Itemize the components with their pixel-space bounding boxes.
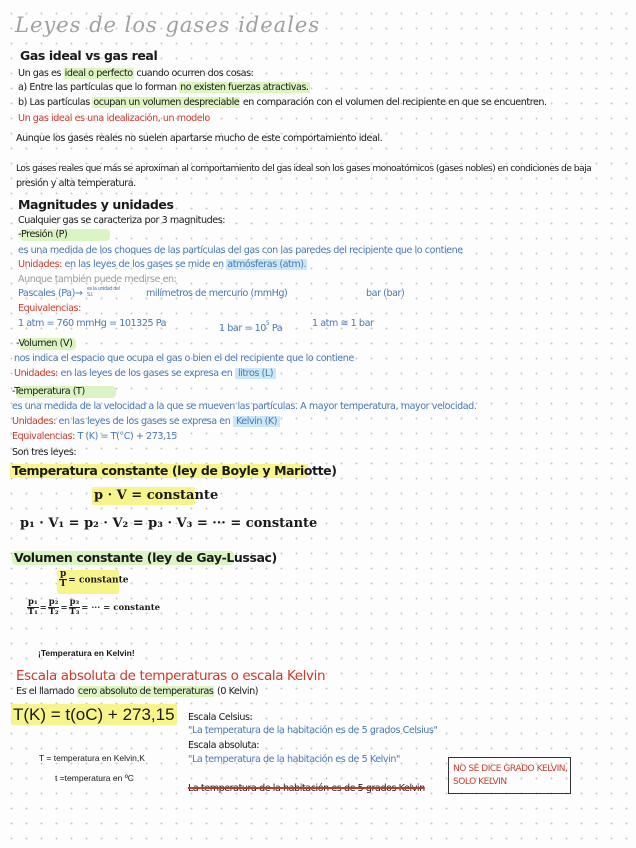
unit-mmhg: milímetros de mercurio (mmHg) <box>146 288 288 299</box>
three-laws: Son tres leyes: <box>12 447 77 458</box>
legend-kelvin: T = temperatura en Kelvin,K <box>39 753 145 763</box>
heading-gay-lussac: Volumen constante (ley de Gay-Lussac) <box>14 550 277 565</box>
line-monoatomic: Los gases reales que más se aproximan al comportamiento del gas ideal son los gases monoatómicos (gases nobles) en condiciones de baja <box>16 163 592 174</box>
temperature-equivalence: Equivalencias: T (K) = T(°C) + 273,15 <box>12 431 177 442</box>
line-conditions: presión y alta temperatura. <box>16 178 136 189</box>
heading-kelvin-scale: Escala absoluta de temperaturas o escala Kelvin <box>16 668 326 684</box>
legend-celsius: t =temperatura en ºC <box>55 773 134 783</box>
warning-line-1: NO SE DICE GRADO KELVIN, <box>453 764 568 774</box>
pressure-also: Aunque también puede medirse en: <box>18 274 177 285</box>
page-title: Leyes de los gases ideales <box>15 13 321 37</box>
equivalence-bar: 1 bar = $10^5$ Pa <box>219 320 283 334</box>
unit-pascales: Pascales (Pa)→ <box>18 288 83 299</box>
celsius-example: "La temperatura de la habitación es de 5 grados Celsius" <box>188 725 438 736</box>
line-magnitudes-intro: Cualquier gas se caracteriza por 3 magnitudes: <box>18 215 226 226</box>
celsius-scale-label: Escala Celsius: <box>188 712 253 723</box>
line-real-gases: Aunque los gases reales no suelen apartarse mucho de este comportamiento ideal. <box>16 133 383 144</box>
temperature-units: Unidades: en las leyes de los gases se expresa en Kelvin (K) <box>12 416 280 428</box>
temperature-definition: es una medida de la velocidad a la que se mueven las partículas. A mayor temperatura, mayor velocidad. <box>12 401 477 412</box>
pressure-units: Unidades: en las leyes de los gases se mide en atmósferas (atm). <box>18 259 307 270</box>
heading-gas-ideal-vs-real: Gas ideal vs gas real <box>20 48 158 63</box>
volume-definition: nos indica el espacio que ocupa el gas o bien el del recipiente que lo contiene <box>14 353 354 364</box>
boyle-formula-chain: p₁ · V₁ = p₂ · V₂ = p₃ · V₃ = ··· = constante <box>20 516 318 531</box>
unit-bar: bar (bar) <box>366 288 405 299</box>
si-unit-note: es la unidad del S.I. <box>87 286 120 298</box>
volume-units: Unidades: en las leyes de los gases se expresa en litros (L) <box>14 368 276 380</box>
equivalence-atm: 1 atm = 760 mmHg = 101325 Pa <box>18 318 167 329</box>
equivalences-label: Equivalencias: <box>18 303 81 314</box>
temperature-heading: -Temperatura (T) <box>12 386 85 397</box>
line-condition-b: b) Las partículas ocupan un volumen despreciable en comparación con el volumen del recipiente en que se encuentren. <box>18 97 547 108</box>
volume-heading: -Volumen (V) <box>16 338 73 349</box>
line-model-note: Un gas ideal es una idealización, un modelo <box>18 113 210 124</box>
equivalence-atm-bar: 1 atm ≅ 1 bar <box>312 318 374 329</box>
boyle-formula: p · V = constante <box>94 488 219 503</box>
absolute-scale-label: Escala absoluta: <box>188 740 260 751</box>
pressure-definition: es una medida de los choques de las partículas del gas con las paredes del recipiente que lo contiene <box>18 245 463 256</box>
gay-lussac-formula: $\frac{p}{T}$ = constante <box>59 569 129 590</box>
kelvin-note: ¡Temperatura en Kelvin! <box>38 648 135 658</box>
warning-line-2: SOLO KELVIN <box>453 777 507 787</box>
gay-lussac-formula-chain: $\frac{\text{p₁}}{\text{T₁}}$ = $\frac{\text{p₂}}{\text{T₂}}$ = $\frac{\text{p₃}}{\text{T₃}}$ = ··· = constante <box>27 597 161 617</box>
absolute-zero-line: Es el llamado cero absoluto de temperaturas (0 Kelvin) <box>16 686 258 697</box>
line-condition-a: a) Entre las partículas que lo forman no existen fuerzas atractivas. <box>18 82 309 93</box>
line-ideal-def: Un gas es ideal o perfecto cuando ocurren dos cosas: <box>18 68 254 79</box>
heading-boyle: Temperatura constante (ley de Boyle y Mariotte) <box>12 463 337 478</box>
absolute-example: "La temperatura de la habitación es de 5 Kelvin" <box>188 754 400 765</box>
heading-magnitudes: Magnitudes y unidades <box>18 197 174 212</box>
pressure-heading: -Presión (P) <box>18 229 68 240</box>
wrong-example: La temperatura de la habitación es de 5 grados Kelvin <box>188 783 425 794</box>
kelvin-formula: T(K) = t(oC) + 273,15 <box>13 705 175 724</box>
